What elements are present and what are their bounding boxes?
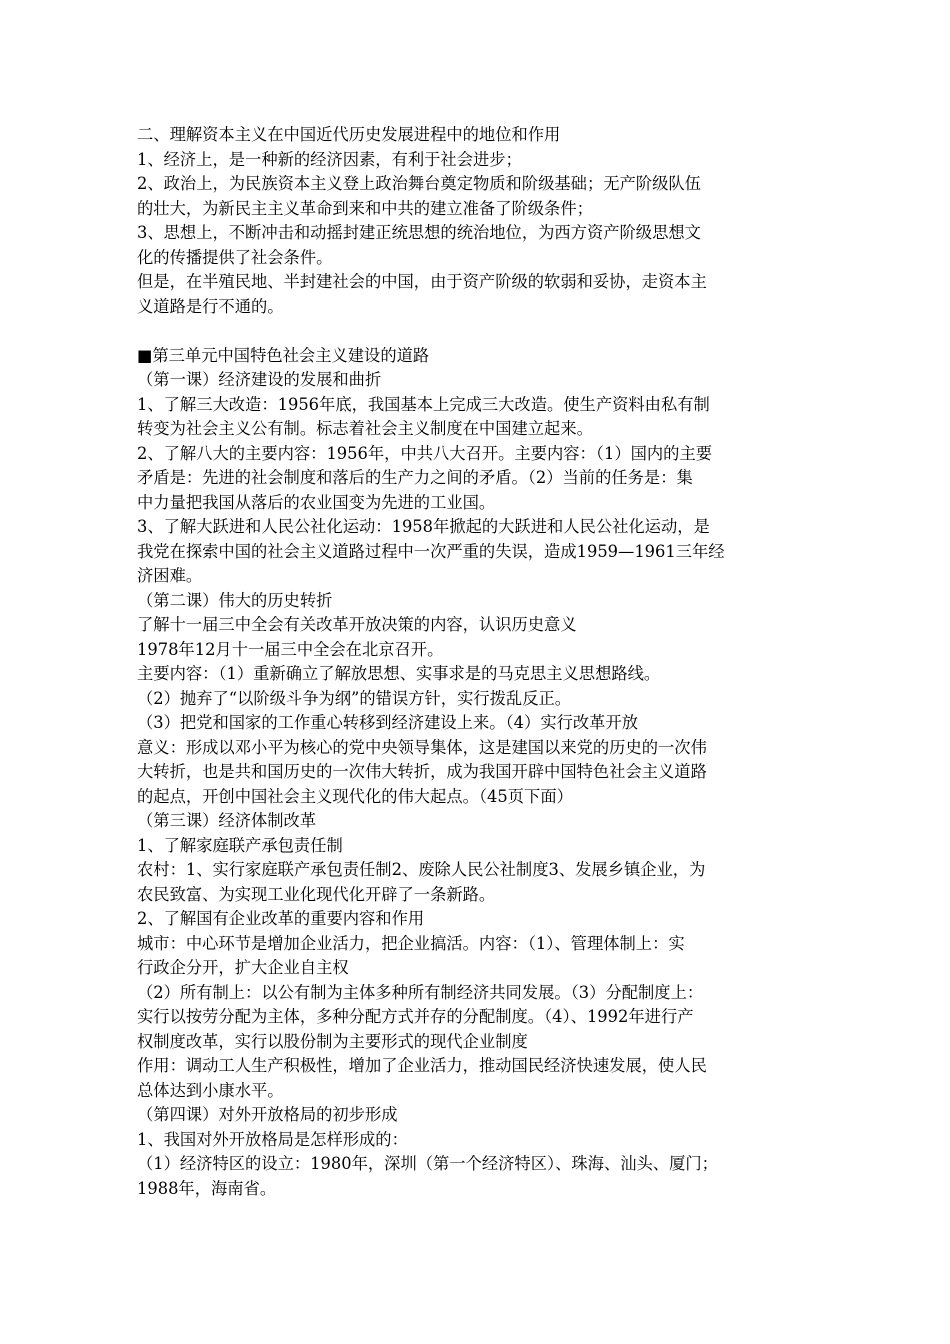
text-line: （2）所有制上：以公有制为主体多种所有制经济共同发展。（3）分配制度上： [137,982,704,1002]
lesson-heading: （第一课）经济建设的发展和曲折 [137,370,382,389]
text-line: 1978年12月十一届三中全会在北京召开。 [137,639,444,659]
text-line: 济困难。 [137,566,203,585]
text-line: 的壮大，为新民主主义革命到来和中共的建立准备了阶级条件； [137,198,593,218]
text-line: 3、思想上，不断冲击和动摇封建正统思想的统治地位，为西方资产阶级思想文 [137,223,701,242]
text-line: 农村：1、实行家庭联产承包责任制2、废除人民公社制度3、发展乡镇企业，为 [137,860,706,879]
section-unit-three [137,344,827,1202]
text-line: 了解十一届三中全会有关改革开放决策的内容，认识历史意义 [137,615,577,634]
text-line: 权制度改革，实行以股份制为主要形式的现代企业制度 [137,1031,528,1051]
text-line: 2、政治上，为民族资本主义登上政治舞台奠定物质和阶级基础；无产阶级队伍 [137,174,701,193]
text-line: 1、经济上，是一种新的经济因素，有利于社会进步； [137,149,522,169]
text-line: 作用：调动工人生产积极性，增加了企业活力，推动国民经济快速发展，使人民 [137,1056,707,1075]
text-line: 主要内容：（1）重新确立了解放思想、实事求是的马克思主义思想路线。 [137,664,661,683]
text-line: （2）抛弃了“以阶级斗争为纲”的错误方针，实行拨乱反正。 [137,688,572,708]
text-line: 二、理解资本主义在中国近代历史发展进程中的地位和作用 [137,125,561,144]
text-line: 1988年，海南省。 [137,1178,277,1198]
text-line: 义道路是行不通的。 [137,296,284,316]
unit-heading: ■第三单元中国特色社会主义建设的道路 [137,345,430,365]
text-line: 大转折，也是共和国历史的一次伟大转折，成为我国开辟中国特色社会主义道路 [137,762,707,781]
section-top [137,123,827,319]
document-body [137,123,827,1201]
lesson-heading: （第三课）经济体制改革 [137,811,317,830]
text-line: 的起点，开创中国社会主义现代化的伟大起点。（45页下面） [137,786,573,806]
text-line: 但是，在半殖民地、半封建社会的中国，由于资产阶级的软弱和妥协，走资本主 [137,272,707,291]
text-line: 化的传播提供了社会条件。 [137,247,333,267]
text-line: 我党在探索中国的社会主义道路过程中一次严重的失误，造成1959—1961三年经 [137,541,725,561]
text-line: 实行以按劳分配为主体，多种分配方式并存的分配制度。（4）、1992年进行产 [137,1007,694,1026]
text-line: 城市：中心环节是增加企业活力，把企业搞活。内容：（1）、管理体制上：实 [137,933,685,953]
text-line: 1、了解三大改造：1956年底，我国基本上完成三大改造。使生产资料由私有制 [137,394,710,414]
lesson-heading: （第四课）对外开放格局的初步形成 [137,1105,398,1124]
text-line: 中力量把我国从落后的农业国变为先进的工业国。 [137,492,496,512]
text-line: 农民致富、为实现工业化现代化开辟了一条新路。 [137,884,496,904]
text-line: 矛盾是：先进的社会制度和落后的生产力之间的矛盾。（2）当前的任务是：集 [137,468,693,487]
text-line: （3）把党和国家的工作重心转移到经济建设上来。（4）实行改革开放 [137,713,639,732]
text-line: 行政企分开，扩大企业自主权 [137,958,349,977]
text-line: 总体达到小康水平。 [137,1080,284,1100]
lesson-heading: （第二课）伟大的历史转折 [137,590,333,610]
text-line: 2、了解国有企业改革的重要内容和作用 [137,909,425,928]
blank-line [137,319,827,344]
text-line: 意义：形成以邓小平为核心的党中央领导集体，这是建国以来党的历史的一次伟 [137,737,707,757]
text-line: 1、我国对外开放格局是怎样形成的： [137,1129,408,1149]
text-line: 转变为社会主义公有制。标志着社会主义制度在中国建立起来。 [137,419,593,438]
text-line: 2、了解八大的主要内容：1956年，中共八大召开。主要内容：（1）国内的主要 [137,443,713,463]
text-line: 1、了解家庭联产承包责任制 [137,835,343,855]
text-line: 3、了解大跃进和人民公社化运动：1958年掀起的大跃进和人民公社化运动，是 [137,517,710,536]
text-line: （1）经济特区的设立：1980年，深圳（第一个经济特区）、珠海、汕头、厦门； [137,1154,718,1173]
